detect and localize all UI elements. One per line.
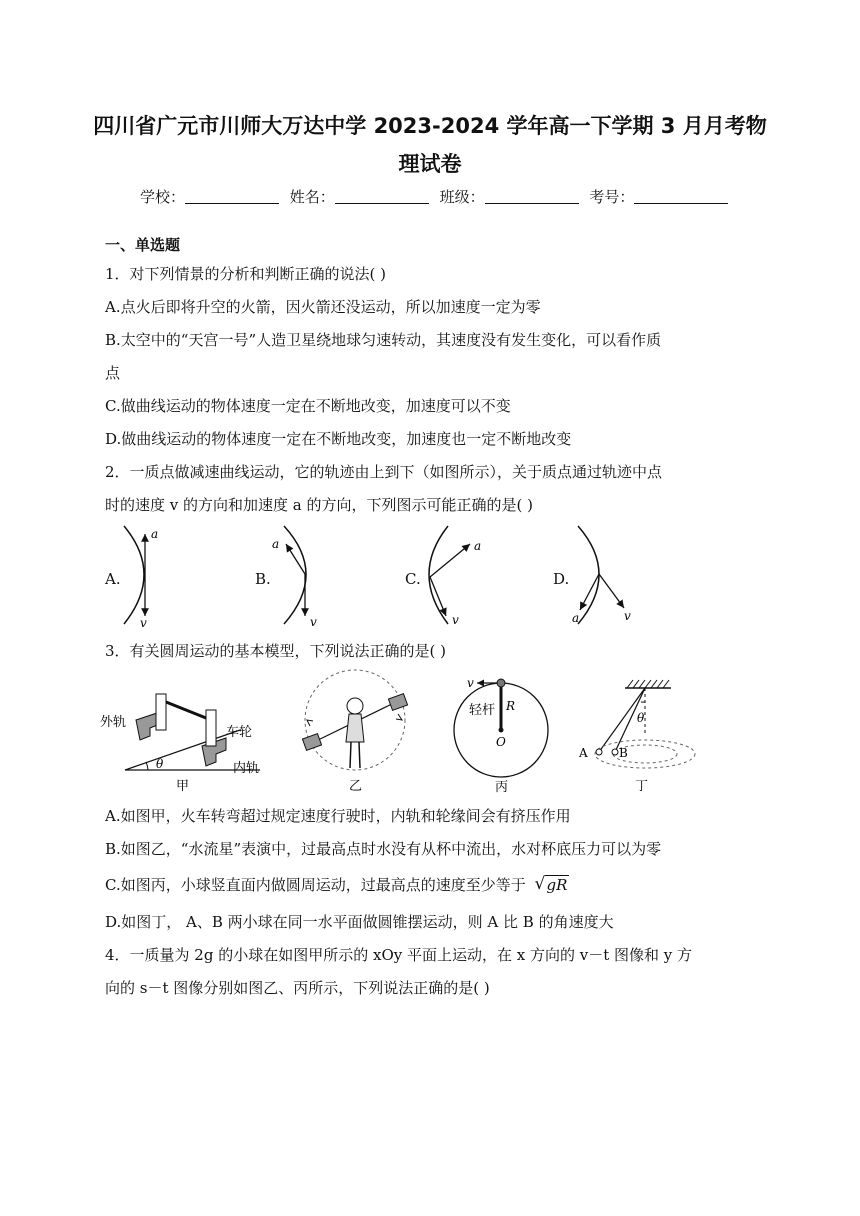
- acceleration-arrow: [286, 544, 305, 574]
- ceiling-hatch: [627, 680, 669, 688]
- accel-label: a: [572, 611, 580, 625]
- accel-label: a: [474, 539, 482, 553]
- q2-option-c-label: C.: [405, 570, 421, 588]
- caption-jia: 甲: [176, 779, 190, 794]
- caption-ding: 丁: [635, 779, 649, 794]
- rotation-arrow-icon: [396, 714, 402, 720]
- q3-option-a: A.如图甲，火车转弯超过规定速度行驶时，内轨和轮缘间会有挤压作用: [105, 807, 571, 825]
- name-label: 姓名：: [289, 188, 335, 206]
- exam-title-line2: 理试卷: [398, 152, 462, 176]
- theta-label: θ: [637, 711, 645, 725]
- accel-label: a: [272, 537, 280, 551]
- q1-option-b-line2: 点: [105, 364, 121, 382]
- school-label: 学校：: [140, 188, 186, 206]
- trajectory-curve: [124, 526, 144, 624]
- q3-figure-yi: [298, 668, 414, 794]
- ball-a-label: A: [579, 746, 588, 760]
- ball-a: [596, 749, 602, 755]
- inner-rail-label: 内轨: [233, 761, 260, 776]
- class-label: 班级：: [439, 188, 485, 206]
- section-title: 一、单选题: [105, 236, 181, 254]
- q2-figure-d: [568, 522, 648, 630]
- trajectory-curve: [578, 526, 599, 624]
- center-point: [499, 728, 504, 733]
- school-blank[interactable]: [185, 203, 279, 204]
- q2-figure-c: [418, 522, 498, 630]
- v-label: v: [467, 676, 474, 690]
- q3-stem: 3．有关圆周运动的基本模型，下列说法正确的是( ): [105, 642, 447, 660]
- acceleration-arrow: [430, 544, 470, 577]
- q1-option-c: C.做曲线运动的物体速度一定在不断地改变，加速度可以不变: [105, 397, 511, 415]
- q1-option-b-line1: B.太空中的“天宫一号”人造卫星绕地球匀速转动，其速度没有发生变化，可以看作质: [105, 331, 662, 349]
- caption-bing: 丙: [495, 780, 509, 794]
- cup-right: [388, 694, 407, 711]
- q2-option-a-label: A.: [105, 570, 121, 588]
- vel-label: v: [140, 616, 147, 630]
- wheel-label: 车轮: [226, 725, 253, 740]
- sqrt-radicand: gR: [546, 876, 568, 894]
- center-label: O: [496, 735, 506, 749]
- caption-yi: 乙: [349, 779, 363, 794]
- outer-rail-label: 外轨: [100, 715, 127, 730]
- theta-label: θ: [156, 757, 164, 771]
- accel-label: a: [151, 527, 159, 541]
- q2-stem-line1: 2．一质点做减速曲线运动，它的轨迹由上到下（如图所示），关于质点通过轨迹中点: [105, 463, 663, 481]
- cup-left: [302, 734, 321, 751]
- vel-label: v: [624, 609, 631, 623]
- axle: [166, 702, 206, 718]
- right-wheel: [206, 710, 216, 746]
- radius-label: R: [506, 699, 516, 713]
- vel-label: v: [452, 613, 459, 627]
- q3-option-b: B.如图乙，“水流星”表演中，过最高点时水没有从杯中流出，水对杯底压力可以为零: [105, 840, 662, 858]
- ball-b: [612, 749, 618, 755]
- rotation-arrow-icon: [307, 720, 313, 726]
- q4-stem-line1: 4．一质量为 2g 的小球在如图甲所示的 xOy 平面上运动，在 x 方向的 v－t 图像和 y 方: [105, 946, 693, 964]
- q1-option-d: D.做曲线运动的物体速度一定在不断地改变，加速度也一定不断地改变: [105, 430, 572, 448]
- ball-b-label: B: [619, 746, 628, 760]
- exam-no-label: 考号：: [589, 188, 635, 206]
- sqrt-formula: [535, 876, 570, 894]
- q3-option-c: [105, 874, 569, 895]
- q1-option-a: A.点火后即将升空的火箭，因火箭还没运动，所以加速度一定为零: [105, 298, 541, 316]
- q3-option-c-text: C.如图丙，小球竖直面内做圆周运动，过最高点的速度至少等于: [105, 876, 526, 894]
- sqrt-icon: √: [534, 874, 546, 894]
- q4-stem-line2: 向的 s－t 图像分别如图乙、丙所示，下列说法正确的是( ): [105, 979, 490, 997]
- q3-figure-ding: [575, 672, 715, 794]
- q2-figure-b: [268, 522, 328, 630]
- q2-stem-line2: 时的速度 v 的方向和加速度 a 的方向，下列图示可能正确的是( ): [105, 496, 533, 514]
- velocity-arrow: [599, 574, 624, 608]
- name-blank[interactable]: [335, 203, 429, 204]
- performer-body: [346, 714, 364, 742]
- q2-option-b-label: B.: [255, 570, 271, 588]
- left-wheel: [156, 694, 166, 730]
- performer-leg-right: [359, 742, 360, 768]
- ball: [497, 679, 505, 687]
- q2-option-d-label: D.: [553, 570, 570, 588]
- q1-stem: 1．对下列情景的分析和判断正确的说法( ): [105, 265, 387, 283]
- performer-head: [347, 698, 363, 714]
- q3-option-d: D.如图丁， A、B 两小球在同一水平面做圆锥摆运动，则 A 比 B 的角速度大: [105, 913, 614, 931]
- exam-title-line1: 四川省广元市川师大万达中学 2023-2024 学年高一下学期 3 月月考物: [93, 114, 767, 138]
- theta-arc: [146, 762, 148, 770]
- vel-label: v: [310, 615, 317, 629]
- exam-no-blank[interactable]: [634, 203, 728, 204]
- q2-figure-a: [118, 522, 178, 630]
- student-info-row: [140, 186, 734, 207]
- q3-figure-jia: [100, 672, 275, 794]
- rod-label: 轻杆: [469, 703, 496, 718]
- class-blank[interactable]: [485, 203, 579, 204]
- trajectory-curve: [284, 526, 306, 624]
- performer-leg-left: [350, 742, 351, 768]
- orbit-a: [595, 740, 695, 768]
- q3-figure-bing: [445, 670, 555, 794]
